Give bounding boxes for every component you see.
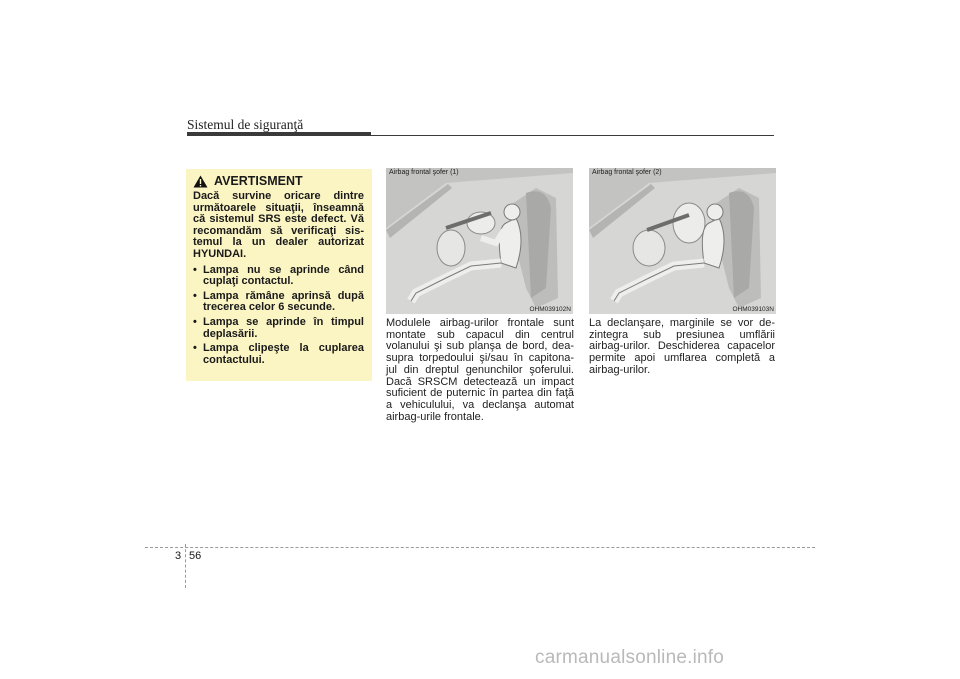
warning-triangle-icon xyxy=(193,175,208,188)
figure-code: OHM039103N xyxy=(732,306,774,313)
warning-title: AVERTISMENT xyxy=(214,173,303,188)
figure-caption: Airbag frontal şofer (2) xyxy=(592,169,662,176)
watermark: carmanualsonline.info xyxy=(535,647,725,668)
header-rule xyxy=(187,135,774,136)
warning-item: • Lampa rămâne aprinsă după trecerea celor 6 secunde. xyxy=(193,291,364,314)
figure-caption: Airbag frontal şofer (1) xyxy=(389,169,459,176)
airbag-figure-1 xyxy=(386,168,573,314)
driver-airbag-inflated-illustration xyxy=(589,168,776,314)
airbag-figure-2 xyxy=(589,168,776,314)
warning-intro: Dacă survine oricare dintre următoarele situaţii, înseamnă că sistemul SRS este defect. Vă recomandăm să verificaţi sis-temul la un dealer autorizat HYUNDAI. xyxy=(193,190,364,260)
paragraph-airbag-deployment: La declanşare, marginile se vor de-zintegra sub presiunea umflării airbag-urilor. Deschiderea capacelor permite apoi umflarea completă a airbag-urilor. xyxy=(589,317,775,376)
paragraph-airbag-modules: Modulele airbag-urilor frontale sunt montate sub capacul din centrul volanului şi sub planşa de bord, dea-supra torpedoului şi/sau în capitona-jul din dreptul genunchilor şoferului. Dacă SRSCM detectează un impact suficient de puternic în partea din faţă a vehiculului, va declanşa automat airbag-urile frontale. xyxy=(386,317,574,423)
warning-box xyxy=(186,169,372,381)
driver-airbag-illustration xyxy=(386,168,573,314)
warning-item: • Lampa nu se aprinde când cuplaţi contactul. xyxy=(193,265,364,288)
warning-header xyxy=(193,175,364,188)
footer-rule xyxy=(145,547,815,548)
footer-divider xyxy=(185,544,186,588)
warning-list xyxy=(193,265,364,367)
figure-code: OHM039102N xyxy=(529,306,571,313)
page-number: 56 xyxy=(189,550,202,562)
warning-item: • Lampa se aprinde în timpul deplasării. xyxy=(193,317,364,340)
section-title: Sistemul de siguranţă xyxy=(187,117,304,132)
chapter-number: 3 xyxy=(175,550,182,562)
warning-item: • Lampa clipeşte la cuplarea contactului. xyxy=(193,343,364,366)
